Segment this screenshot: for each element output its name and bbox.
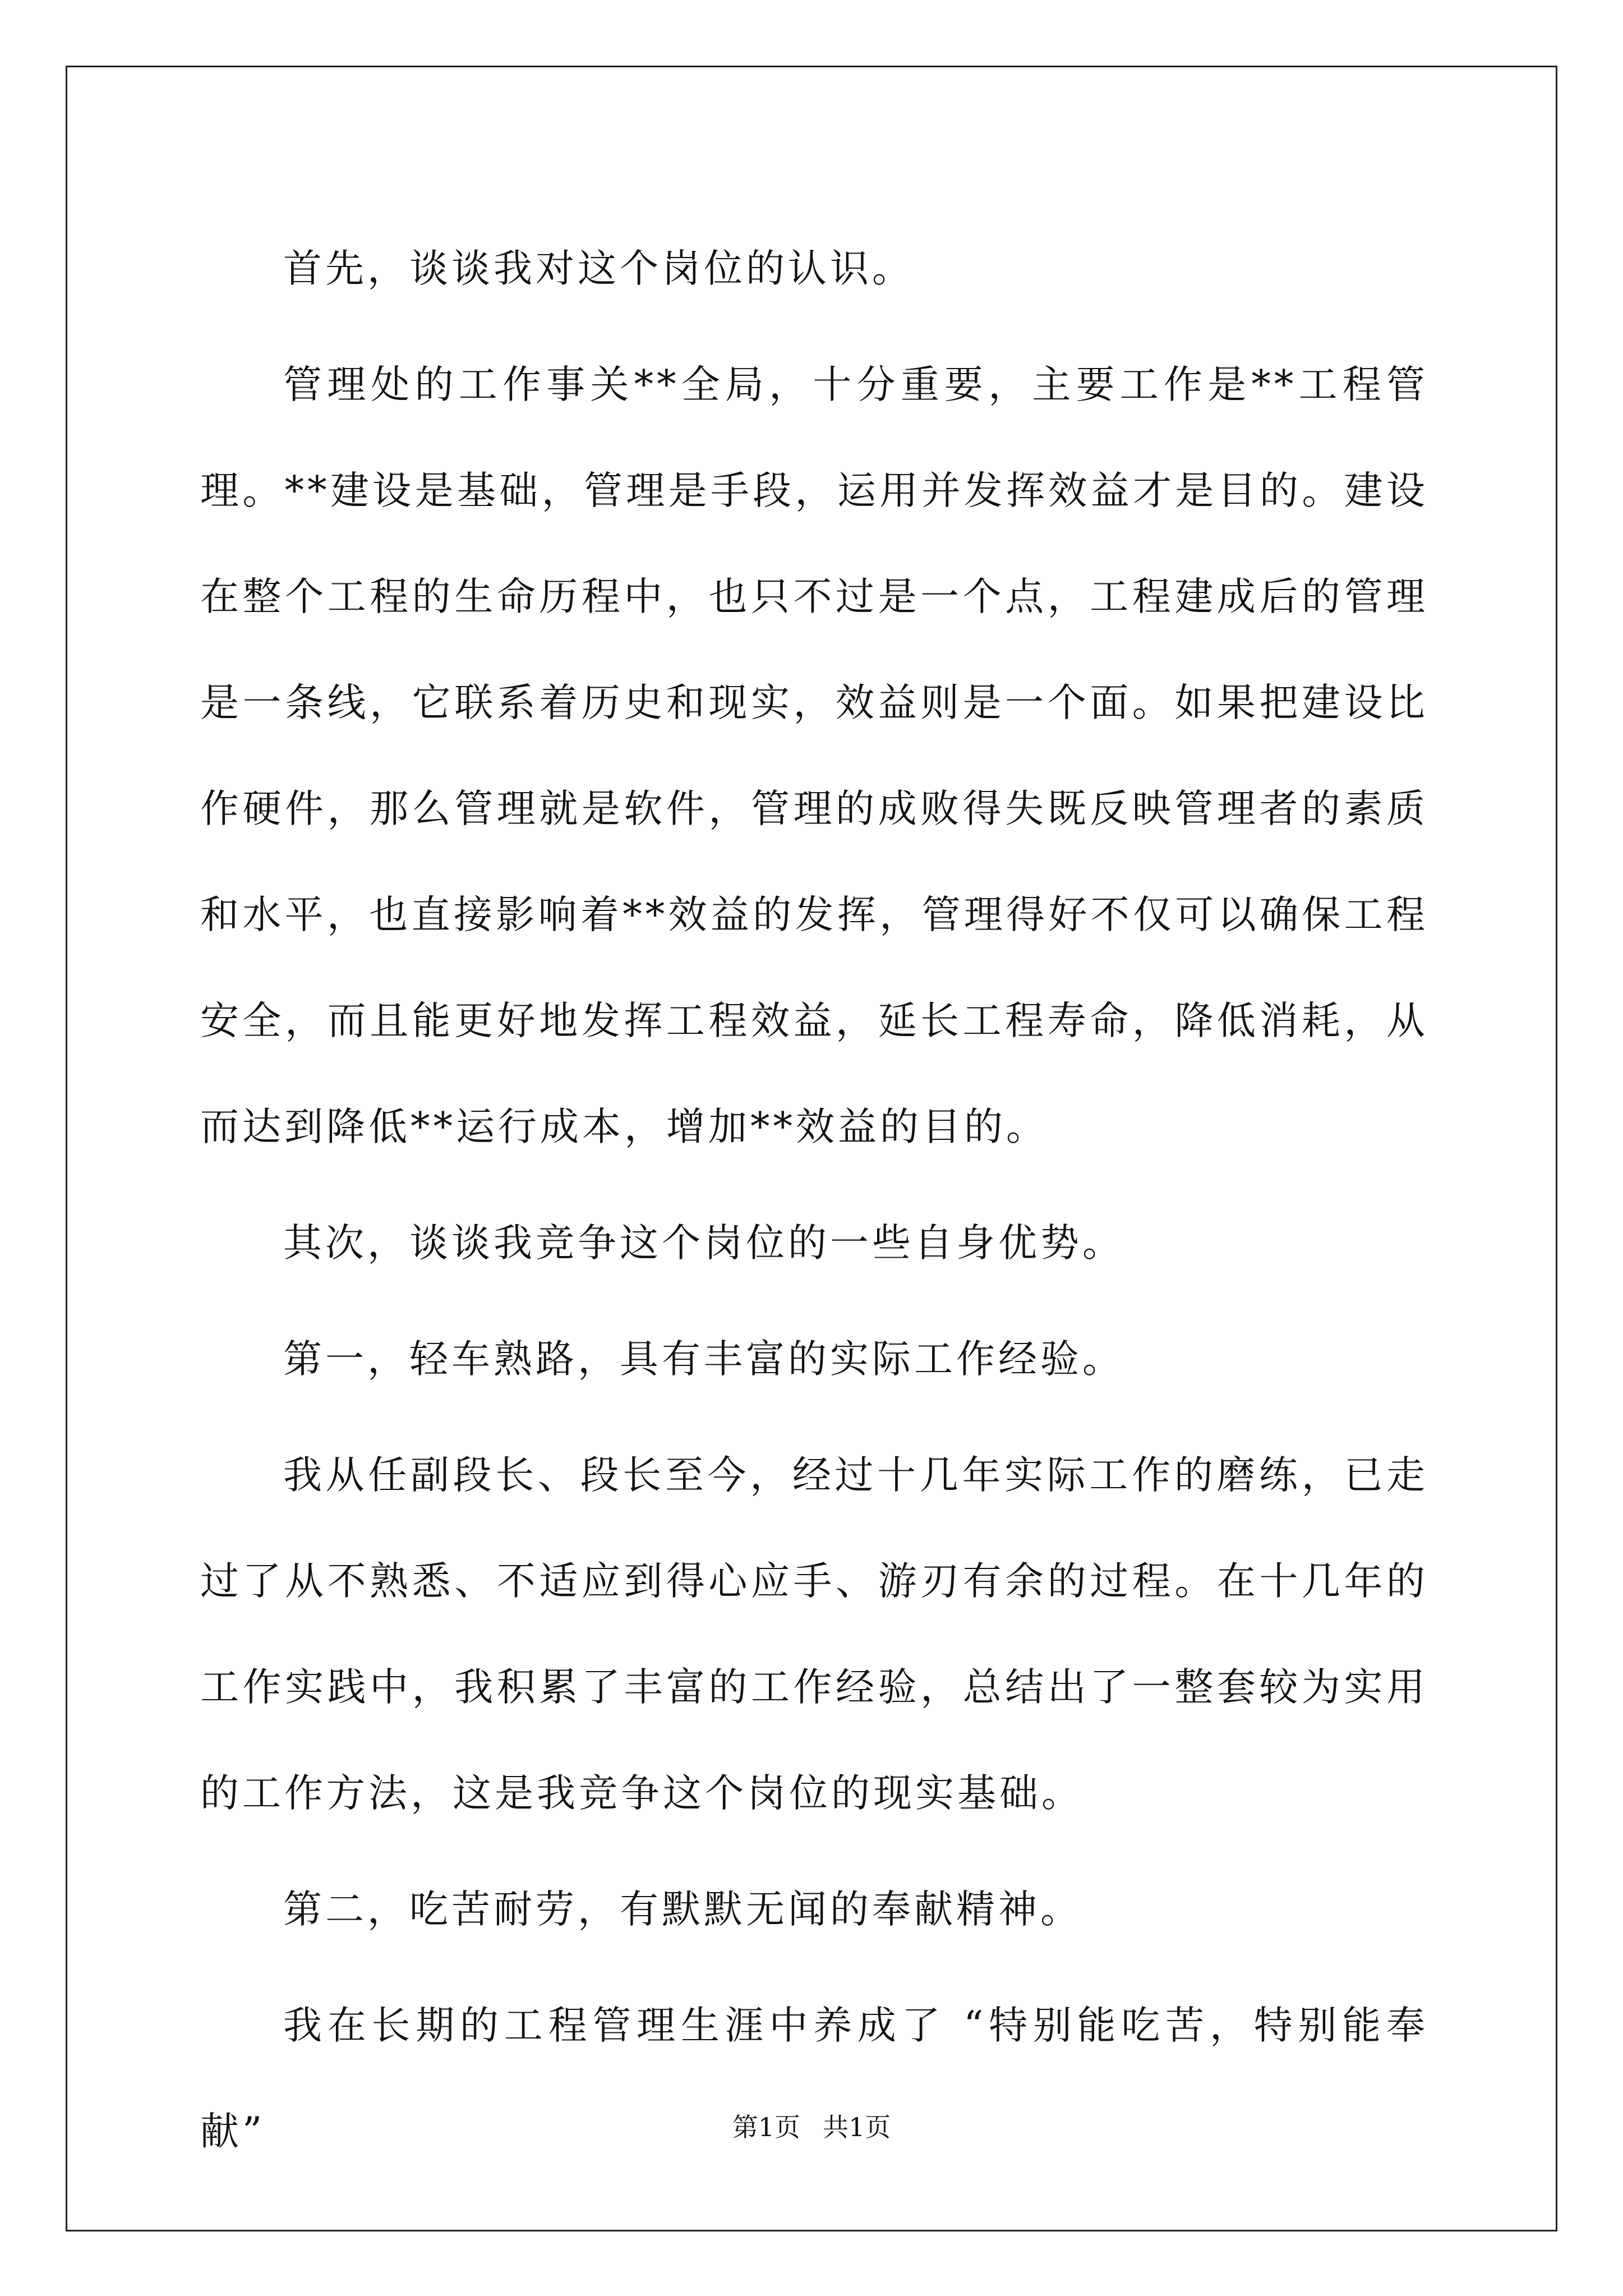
page-number: 第1页 bbox=[732, 2112, 800, 2142]
paragraph-7: 我在长期的工程管理生涯中养成了 “特别能吃苦，特别能奉献” bbox=[200, 2003, 1428, 2154]
paragraph-4: 第一，轻车熟路，具有丰富的实际工作经验。 bbox=[283, 1337, 1124, 1382]
paragraph-1: 首先，谈谈我对这个岗位的认识。 bbox=[283, 246, 914, 291]
paragraph-3: 其次，谈谈我竞争这个岗位的一些自身优势。 bbox=[283, 1221, 1124, 1266]
paragraph-5: 我从任副段长、段长至今，经过十几年实际工作的磨练，已走过了从不熟悉、不适应到得心应手、游刃有余的过程。在十几年的工作实践中，我积累了丰富的工作经验，总结出了一整套较为实用的工作方法，这是我竞争这个岗位的现实基础。 bbox=[200, 1453, 1428, 1816]
page-footer bbox=[0, 2110, 1623, 2144]
paragraph-2: 管理处的工作事关**全局，十分重要，主要工作是**工程管理。**建设是基础，管理是手段，运用并发挥效益才是目的。建设在整个工程的生命历程中，也只不过是一个点，工程建成后的管理是一条线，它联系着历史和现实，效益则是一个面。如果把建设比作硬件，那么管理就是软件，管理的成败得失既反映管理者的素质和水平，也直接影响着**效益的发挥，管理得好不仅可以确保工程安全，而且能更好地发挥工程效益，延长工程寿命，降低消耗，从而达到降低**运行成本，增加**效益的目的。 bbox=[200, 362, 1428, 1149]
paragraph-6: 第二，吃苦耐劳，有默默无闻的奉献精神。 bbox=[283, 1887, 1082, 1932]
document-body bbox=[200, 216, 1428, 2195]
page-total: 共1页 bbox=[823, 2112, 891, 2142]
